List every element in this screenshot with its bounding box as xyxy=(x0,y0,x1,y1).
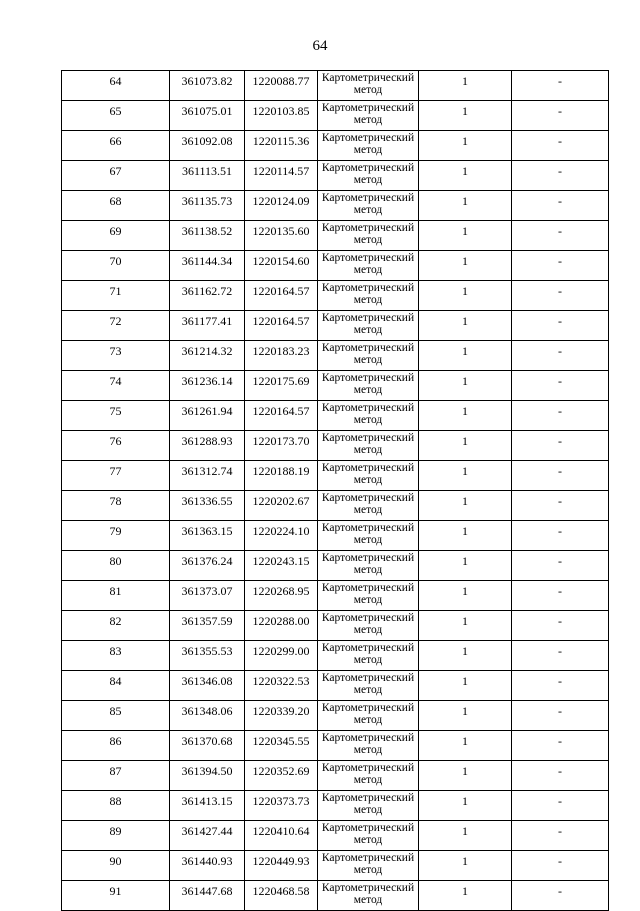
method-cell: Картометрический метод xyxy=(318,281,419,311)
y-coordinate-cell: 1220164.57 xyxy=(245,401,318,431)
method-cell: Картометрический метод xyxy=(318,791,419,821)
method-cell: Картометрический метод xyxy=(318,221,419,251)
y-coordinate-cell: 1220183.23 xyxy=(245,341,318,371)
method-cell: Картометрический метод xyxy=(318,761,419,791)
method-cell: Картометрический метод xyxy=(318,881,419,911)
y-coordinate-cell: 1220202.67 xyxy=(245,491,318,521)
point-number-cell: 67 xyxy=(62,161,170,191)
y-coordinate-cell: 1220103.85 xyxy=(245,101,318,131)
accuracy-cell: 1 xyxy=(419,221,512,251)
x-coordinate-cell: 361394.50 xyxy=(170,761,245,791)
coordinates-table xyxy=(61,70,609,911)
x-coordinate-cell: 361357.59 xyxy=(170,611,245,641)
accuracy-cell: 1 xyxy=(419,761,512,791)
point-number-cell: 64 xyxy=(62,71,170,101)
x-coordinate-cell: 361355.53 xyxy=(170,641,245,671)
table-row xyxy=(62,191,609,221)
table-row xyxy=(62,371,609,401)
method-cell: Картометрический метод xyxy=(318,401,419,431)
x-coordinate-cell: 361427.44 xyxy=(170,821,245,851)
x-coordinate-cell: 361370.68 xyxy=(170,731,245,761)
accuracy-cell: 1 xyxy=(419,821,512,851)
point-number-cell: 87 xyxy=(62,761,170,791)
table-row xyxy=(62,821,609,851)
point-number-cell: 78 xyxy=(62,491,170,521)
table-row xyxy=(62,671,609,701)
accuracy-cell: 1 xyxy=(419,491,512,521)
x-coordinate-cell: 361348.06 xyxy=(170,701,245,731)
note-cell: - xyxy=(512,401,609,431)
y-coordinate-cell: 1220345.55 xyxy=(245,731,318,761)
accuracy-cell: 1 xyxy=(419,341,512,371)
point-number-cell: 68 xyxy=(62,191,170,221)
point-number-cell: 73 xyxy=(62,341,170,371)
table-row xyxy=(62,641,609,671)
y-coordinate-cell: 1220114.57 xyxy=(245,161,318,191)
method-cell: Картометрический метод xyxy=(318,431,419,461)
note-cell: - xyxy=(512,101,609,131)
note-cell: - xyxy=(512,71,609,101)
y-coordinate-cell: 1220124.09 xyxy=(245,191,318,221)
y-coordinate-cell: 1220449.93 xyxy=(245,851,318,881)
accuracy-cell: 1 xyxy=(419,161,512,191)
method-cell: Картометрический метод xyxy=(318,671,419,701)
method-cell: Картометрический метод xyxy=(318,551,419,581)
table-row xyxy=(62,251,609,281)
point-number-cell: 88 xyxy=(62,791,170,821)
y-coordinate-cell: 1220288.00 xyxy=(245,611,318,641)
note-cell: - xyxy=(512,731,609,761)
table-row xyxy=(62,581,609,611)
x-coordinate-cell: 361288.93 xyxy=(170,431,245,461)
x-coordinate-cell: 361363.15 xyxy=(170,521,245,551)
coordinates-table-body xyxy=(62,71,609,911)
point-number-cell: 76 xyxy=(62,431,170,461)
table-row xyxy=(62,791,609,821)
note-cell: - xyxy=(512,281,609,311)
y-coordinate-cell: 1220088.77 xyxy=(245,71,318,101)
note-cell: - xyxy=(512,821,609,851)
note-cell: - xyxy=(512,761,609,791)
point-number-cell: 71 xyxy=(62,281,170,311)
point-number-cell: 75 xyxy=(62,401,170,431)
accuracy-cell: 1 xyxy=(419,401,512,431)
accuracy-cell: 1 xyxy=(419,791,512,821)
x-coordinate-cell: 361135.73 xyxy=(170,191,245,221)
method-cell: Картометрический метод xyxy=(318,101,419,131)
x-coordinate-cell: 361312.74 xyxy=(170,461,245,491)
method-cell: Картометрический метод xyxy=(318,491,419,521)
table-row xyxy=(62,731,609,761)
accuracy-cell: 1 xyxy=(419,851,512,881)
table-row xyxy=(62,161,609,191)
x-coordinate-cell: 361413.15 xyxy=(170,791,245,821)
point-number-cell: 84 xyxy=(62,671,170,701)
accuracy-cell: 1 xyxy=(419,641,512,671)
point-number-cell: 91 xyxy=(62,881,170,911)
point-number-cell: 82 xyxy=(62,611,170,641)
point-number-cell: 85 xyxy=(62,701,170,731)
y-coordinate-cell: 1220154.60 xyxy=(245,251,318,281)
note-cell: - xyxy=(512,581,609,611)
method-cell: Картометрический метод xyxy=(318,71,419,101)
y-coordinate-cell: 1220373.73 xyxy=(245,791,318,821)
method-cell: Картометрический метод xyxy=(318,731,419,761)
page-number: 64 xyxy=(312,38,328,54)
table-row xyxy=(62,611,609,641)
table-row xyxy=(62,851,609,881)
note-cell: - xyxy=(512,461,609,491)
method-cell: Картометрический метод xyxy=(318,311,419,341)
point-number-cell: 69 xyxy=(62,221,170,251)
y-coordinate-cell: 1220164.57 xyxy=(245,281,318,311)
point-number-cell: 79 xyxy=(62,521,170,551)
y-coordinate-cell: 1220164.57 xyxy=(245,311,318,341)
accuracy-cell: 1 xyxy=(419,701,512,731)
accuracy-cell: 1 xyxy=(419,521,512,551)
point-number-cell: 66 xyxy=(62,131,170,161)
y-coordinate-cell: 1220410.64 xyxy=(245,821,318,851)
note-cell: - xyxy=(512,131,609,161)
point-number-cell: 83 xyxy=(62,641,170,671)
note-cell: - xyxy=(512,191,609,221)
accuracy-cell: 1 xyxy=(419,731,512,761)
method-cell: Картометрический метод xyxy=(318,581,419,611)
x-coordinate-cell: 361440.93 xyxy=(170,851,245,881)
x-coordinate-cell: 361336.55 xyxy=(170,491,245,521)
x-coordinate-cell: 361073.82 xyxy=(170,71,245,101)
x-coordinate-cell: 361214.32 xyxy=(170,341,245,371)
method-cell: Картометрический метод xyxy=(318,821,419,851)
accuracy-cell: 1 xyxy=(419,311,512,341)
x-coordinate-cell: 361236.14 xyxy=(170,371,245,401)
accuracy-cell: 1 xyxy=(419,371,512,401)
table-row xyxy=(62,551,609,581)
table-row xyxy=(62,431,609,461)
accuracy-cell: 1 xyxy=(419,131,512,161)
accuracy-cell: 1 xyxy=(419,71,512,101)
table-row xyxy=(62,71,609,101)
table-row xyxy=(62,521,609,551)
y-coordinate-cell: 1220322.53 xyxy=(245,671,318,701)
y-coordinate-cell: 1220268.95 xyxy=(245,581,318,611)
x-coordinate-cell: 361092.08 xyxy=(170,131,245,161)
table-row xyxy=(62,221,609,251)
accuracy-cell: 1 xyxy=(419,551,512,581)
y-coordinate-cell: 1220135.60 xyxy=(245,221,318,251)
y-coordinate-cell: 1220352.69 xyxy=(245,761,318,791)
point-number-cell: 89 xyxy=(62,821,170,851)
x-coordinate-cell: 361376.24 xyxy=(170,551,245,581)
accuracy-cell: 1 xyxy=(419,581,512,611)
y-coordinate-cell: 1220243.15 xyxy=(245,551,318,581)
note-cell: - xyxy=(512,701,609,731)
accuracy-cell: 1 xyxy=(419,881,512,911)
note-cell: - xyxy=(512,431,609,461)
method-cell: Картометрический метод xyxy=(318,161,419,191)
note-cell: - xyxy=(512,881,609,911)
y-coordinate-cell: 1220468.58 xyxy=(245,881,318,911)
table-row xyxy=(62,101,609,131)
note-cell: - xyxy=(512,851,609,881)
x-coordinate-cell: 361113.51 xyxy=(170,161,245,191)
note-cell: - xyxy=(512,311,609,341)
table-row xyxy=(62,311,609,341)
y-coordinate-cell: 1220188.19 xyxy=(245,461,318,491)
note-cell: - xyxy=(512,341,609,371)
note-cell: - xyxy=(512,791,609,821)
method-cell: Картометрический метод xyxy=(318,611,419,641)
method-cell: Картометрический метод xyxy=(318,371,419,401)
accuracy-cell: 1 xyxy=(419,191,512,221)
table-row xyxy=(62,401,609,431)
note-cell: - xyxy=(512,221,609,251)
method-cell: Картометрический метод xyxy=(318,341,419,371)
note-cell: - xyxy=(512,521,609,551)
table-row xyxy=(62,281,609,311)
method-cell: Картометрический метод xyxy=(318,641,419,671)
x-coordinate-cell: 361261.94 xyxy=(170,401,245,431)
point-number-cell: 90 xyxy=(62,851,170,881)
y-coordinate-cell: 1220175.69 xyxy=(245,371,318,401)
accuracy-cell: 1 xyxy=(419,461,512,491)
method-cell: Картометрический метод xyxy=(318,851,419,881)
note-cell: - xyxy=(512,251,609,281)
x-coordinate-cell: 361373.07 xyxy=(170,581,245,611)
x-coordinate-cell: 361162.72 xyxy=(170,281,245,311)
point-number-cell: 72 xyxy=(62,311,170,341)
accuracy-cell: 1 xyxy=(419,251,512,281)
x-coordinate-cell: 361346.08 xyxy=(170,671,245,701)
note-cell: - xyxy=(512,551,609,581)
table-row xyxy=(62,341,609,371)
note-cell: - xyxy=(512,671,609,701)
method-cell: Картометрический метод xyxy=(318,521,419,551)
point-number-cell: 80 xyxy=(62,551,170,581)
accuracy-cell: 1 xyxy=(419,611,512,641)
x-coordinate-cell: 361075.01 xyxy=(170,101,245,131)
note-cell: - xyxy=(512,161,609,191)
x-coordinate-cell: 361447.68 xyxy=(170,881,245,911)
accuracy-cell: 1 xyxy=(419,431,512,461)
accuracy-cell: 1 xyxy=(419,281,512,311)
x-coordinate-cell: 361144.34 xyxy=(170,251,245,281)
point-number-cell: 74 xyxy=(62,371,170,401)
y-coordinate-cell: 1220299.00 xyxy=(245,641,318,671)
point-number-cell: 81 xyxy=(62,581,170,611)
table-row xyxy=(62,701,609,731)
accuracy-cell: 1 xyxy=(419,671,512,701)
table-row xyxy=(62,881,609,911)
table-row xyxy=(62,461,609,491)
point-number-cell: 70 xyxy=(62,251,170,281)
y-coordinate-cell: 1220173.70 xyxy=(245,431,318,461)
table-row xyxy=(62,761,609,791)
y-coordinate-cell: 1220339.20 xyxy=(245,701,318,731)
note-cell: - xyxy=(512,371,609,401)
note-cell: - xyxy=(512,611,609,641)
point-number-cell: 86 xyxy=(62,731,170,761)
table-row xyxy=(62,131,609,161)
method-cell: Картометрический метод xyxy=(318,131,419,161)
y-coordinate-cell: 1220224.10 xyxy=(245,521,318,551)
table-row xyxy=(62,491,609,521)
method-cell: Картометрический метод xyxy=(318,251,419,281)
method-cell: Картометрический метод xyxy=(318,701,419,731)
point-number-cell: 77 xyxy=(62,461,170,491)
y-coordinate-cell: 1220115.36 xyxy=(245,131,318,161)
accuracy-cell: 1 xyxy=(419,101,512,131)
method-cell: Картометрический метод xyxy=(318,191,419,221)
method-cell: Картометрический метод xyxy=(318,461,419,491)
point-number-cell: 65 xyxy=(62,101,170,131)
note-cell: - xyxy=(512,641,609,671)
note-cell: - xyxy=(512,491,609,521)
x-coordinate-cell: 361138.52 xyxy=(170,221,245,251)
x-coordinate-cell: 361177.41 xyxy=(170,311,245,341)
